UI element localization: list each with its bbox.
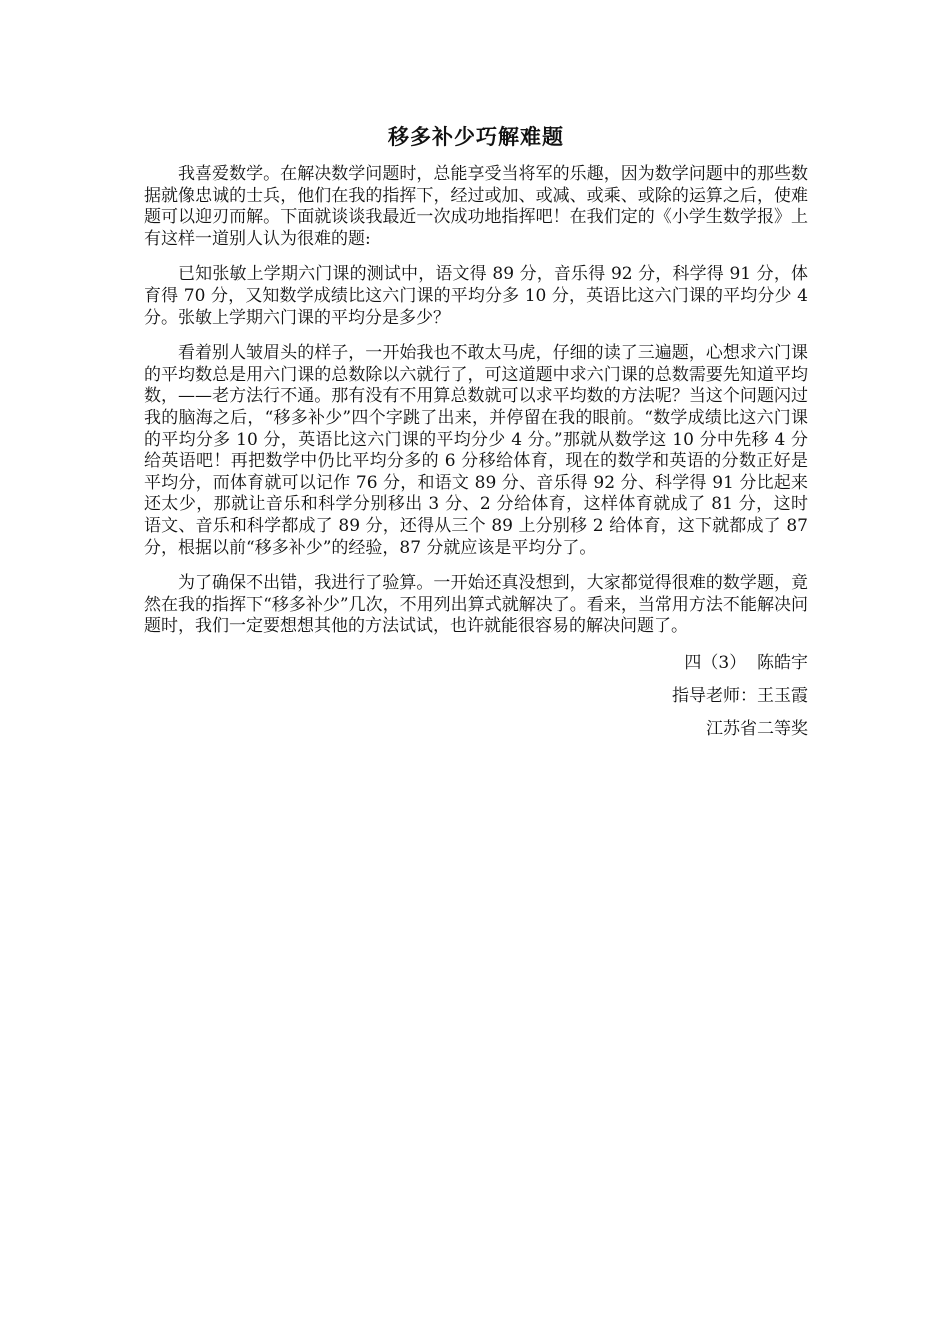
document-page — [144, 122, 808, 751]
teacher-line: 指导老师：王玉霞 — [672, 685, 808, 706]
author-line: 四（3） 陈皓宇 — [684, 652, 808, 673]
award-line: 江苏省二等奖 — [706, 718, 808, 739]
paragraph-conclusion: 为了确保不出错，我进行了验算。一开始还真没想到，大家都觉得很难的数学题，竟然在我的指挥下“移多补少”几次，不用列出算式就解决了。看来，当常用方法不能解决问题时，我们一定要想想其他的方法试试，也许就能很容易的解决问题了。 — [144, 573, 808, 637]
document-title: 移多补少巧解难题 — [388, 125, 564, 149]
paragraph-solution: 看着别人皱眉头的样子，一开始我也不敢太马虎，仔细的读了三遍题，心想求六门课的平均数总是用六门课的总数除以六就行了，可这道题中求六门课的总数需要先知道平均数，——老方法行不通。那有没有不用算总数就可以求平均数的方法呢？当这个问题闪过我的脑海之后，“移多补少”四个字跳了出来，并停留在我的眼前。“数学成绩比这六门课的平均分多 10 分，英语比这六门课的平均分少 4 分。”那就从数学这 10 分中先移 4 分给英语吧！再把数学中仍比平均分多的 6 分移给体育，现在的数学和英语的分数正好是平均分，而体育就可以记作 76 分，和语文 89 分、音乐得 92 分、科学得 91 分比起来还太少，那就让音乐和科学分别移出 3 分、2 分给体育，这样体育就成了 81 分，这时语文、音乐和科学都成了 89 分，还得从三个 89 上分别移 2 给体育，这下就都成了 87 分，根据以前“移多补少”的经验，87 分就应该是平均分了。 — [144, 343, 808, 558]
paragraph-problem: 已知张敏上学期六门课的测试中，语文得 89 分，音乐得 92 分，科学得 91 分，体育得 70 分，又知数学成绩比这六门课的平均分多 10 分，英语比这六门课的平均分少 4 分。张敏上学期六门课的平均分是多少？ — [144, 264, 808, 328]
paragraph-intro: 我喜爱数学。在解决数学问题时，总能享受当将军的乐趣，因为数学问题中的那些数据就像忠诚的士兵，他们在我的指挥下，经过或加、或减、或乘、或除的运算之后，使难题可以迎刃而解。下面就谈谈我最近一次成功地指挥吧！在我们定的《小学生数学报》上有这样一道别人认为很难的题: — [144, 164, 808, 249]
